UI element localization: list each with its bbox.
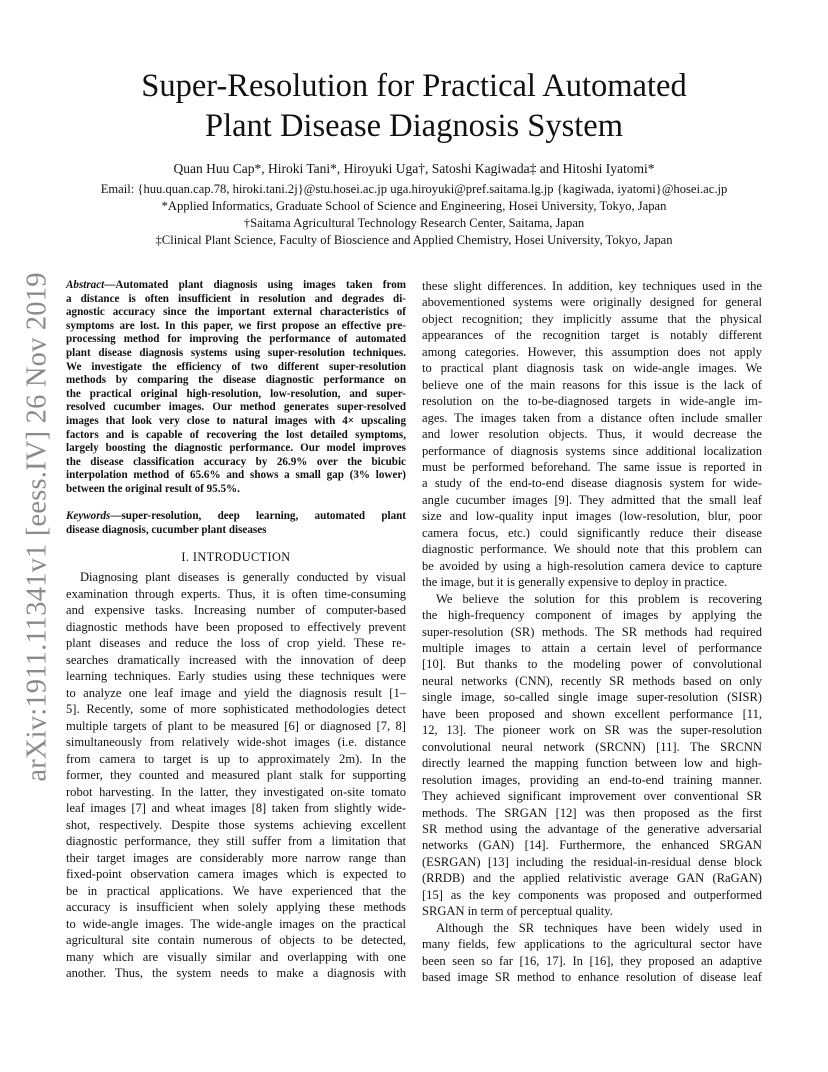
abstract-line: a distance is often insufficient in resolution and degrades di- [66, 292, 406, 305]
body-line: former, they counted and measured plant stalk for supporting [66, 768, 406, 782]
title-line: Super-Resolution for Practical Automated [141, 68, 687, 104]
body-line: ages. The images taken from a distance often include smaller [422, 410, 762, 425]
section-heading-introduction: I. INTRODUCTION [181, 550, 291, 564]
abstract [66, 279, 406, 497]
body-line: multiple images to attain a certain level of performance [422, 640, 762, 655]
abstract-line: methods by comparing the disease diagnostic performance on [66, 374, 406, 387]
body-line: directly learned the mapping function between low and high- [422, 756, 762, 771]
body-line: simultaneously from relatively wide-shot images (i.e. distance [66, 735, 406, 749]
author-emails: Email: {huu.quan.cap.78, hiroki.tani.2j}@stu.hosei.ac.jp uga.hiroyuki@pref.saitama.lg.jp {kagiwada, iyatomi}@hosei.ac.jp [100, 182, 728, 196]
body-line: object recognition; they implicitly assume that the physical [422, 311, 762, 326]
body-line: [10]. But thanks to the modeling power of convolutional [422, 657, 762, 672]
abstract-line: interpolation method of 65.6% and shows a small gap (3% lower) [66, 469, 406, 482]
arxiv-identifier-stamp [14, 262, 62, 792]
body-line: been seen so far [16, 17]. In [16], they proposed an adaptive [422, 953, 762, 968]
abstract-line: the disease classification accuracy by 26.9% over the bicubic [66, 455, 406, 468]
body-line: learning techniques. Early studies using these techniques were [66, 669, 406, 683]
body-line: Diagnosing plant diseases is generally conducted by visual [80, 570, 406, 584]
body-line: diagnostic performance. We should note that this problem can [422, 542, 762, 557]
body-line: 5]. Recently, some of more sophisticated methodologies detect [66, 702, 406, 716]
body-line: to practical plant diagnosis task on wide-angle images. We [422, 361, 762, 376]
body-line: fixed-point observation camera images which is expected to [66, 867, 406, 881]
body-line: networks (GAN) [14]. Furthermore, the enhanced SRGAN [422, 838, 762, 853]
body-line: resolution on the to-be-diagnosed targets in wide-angle im- [422, 394, 762, 409]
body-line: abovementioned systems were originally designed for general [422, 295, 762, 310]
body-line: another. Thus, the system needs to make a diagnosis with [66, 966, 406, 980]
body-line: performance of diagnosis systems since additional localization [422, 443, 762, 458]
affiliation-saitama: †Saitama Agricultural Technology Research Center, Saitama, Japan [243, 216, 585, 230]
abstract-line: between the original result of 95.5%. [66, 482, 240, 495]
affiliation-hosei-informatics: *Applied Informatics, Graduate School of Science and Engineering, Hosei University, Tokyo, Japan [161, 199, 667, 213]
introduction-left-column [66, 569, 406, 982]
abstract-line: agnostic accuracy since the important external characteristics of [66, 306, 406, 319]
body-line: angle cucumber images [9]. They admitted that the small leaf [422, 492, 762, 507]
body-line: accuracy is insufficient when solely applying these methods [66, 900, 406, 914]
body-line: resolution images, providing an end-to-end training manner. [422, 772, 762, 787]
body-line: methods. The SRGAN [12] was then proposed as the first [422, 805, 762, 820]
body-line: robot harvesting. In the latter, they investigated on-site tomato [66, 784, 406, 799]
body-line: from camera to target is up to approximately 2m). In the [66, 751, 406, 766]
body-line: agricultural site contain numerous of objects to be detected, [66, 933, 406, 947]
body-line: They achieved significant improvement over conventional SR [422, 789, 762, 804]
body-line: leaf images [7] and wheat images [8] taken from slightly wide- [66, 801, 406, 815]
abstract-line: We investigate the efficiency of two different super-resolution [66, 360, 406, 373]
body-line: size and low-quality input images (low-resolution, blur, poor [422, 509, 762, 524]
introduction-right-column [422, 278, 762, 985]
abstract-line: symptoms are lost. In this paper, we first propose an effective pre- [66, 319, 406, 332]
paper-title [80, 66, 748, 146]
abstract-line: processing method for improving the performance of automated [66, 333, 406, 346]
abstract-line: the practical original high-resolution, low-resolution, and super- [66, 387, 406, 400]
body-line: (ESRGAN) [13] including the residual-in-residual dense block [422, 854, 762, 869]
title-line: Plant Disease Diagnosis System [205, 108, 623, 144]
body-line: and expensive tasks. Increasing number of computer-based [66, 603, 406, 617]
body-line: many which are visually similar and overlapping with one [66, 949, 406, 964]
body-line: diagnostic methods have been proposed to effectively prevent [66, 619, 406, 634]
body-line: their target images are considerably more narrow range than [66, 850, 406, 865]
body-line: and lower resolution objects. Thus, it would decrease the [422, 427, 762, 442]
body-line: a study of the end-to-end disease diagnosis system for wide- [422, 476, 762, 491]
abstract-line: images that look very close to natural images with 4× upscaling [66, 414, 406, 427]
body-line: the image, but it is generally expensive to deploy in practice. [422, 575, 728, 590]
arxiv-stamp-text: arXiv:1911.11341v1 [eess.IV] 26 Nov 2019 [22, 272, 53, 782]
body-line: diagnostic performance, they still suffer from a limitation that [66, 834, 406, 848]
abstract-line: factors and is capable of recovering the lost detailed symptoms, [66, 428, 406, 441]
body-line: SRGAN in term of perceptual quality. [422, 904, 613, 919]
keywords-line-text: —super-resolution, deep learning, automated plant [110, 510, 406, 522]
body-line: to wide-angle images. The wide-angle images on the practical [66, 916, 406, 931]
body-line: shot, respectively. Despite those systems achieving excellent [66, 817, 406, 832]
body-line: the high-frequency component of images by applying the [422, 608, 762, 623]
keywords-line [66, 510, 406, 524]
body-line: super-resolution (SR) methods. The SR methods had required [422, 624, 762, 639]
body-line: plant diseases and reduce the loss of crop yield. These re- [66, 636, 406, 650]
index-terms [66, 510, 406, 537]
body-line: convolutional neural network (SRCNN) [11]. The SRCNN [422, 739, 762, 754]
body-line: believe one of the main reasons for this issue is the lack of [422, 377, 762, 392]
author-list: Quan Huu Cap*, Hiroki Tani*, Hiroyuki Uga†, Satoshi Kagiwada‡ and Hitoshi Iyatomi* [173, 161, 655, 176]
body-line: SR method using the advantage of the generative adversarial [422, 821, 762, 836]
body-line: Although the SR techniques have been widely used in [436, 920, 762, 935]
body-line: based image SR method to enhance resolution of disease leaf [422, 970, 762, 985]
body-line: among categories. However, this assumption does not apply [422, 344, 762, 359]
keywords-label: Keywords [66, 510, 111, 522]
body-line: must be performed beforehand. The same issue is reported in [422, 459, 762, 474]
body-line: searches dramatically increased with the innovation of deep [66, 652, 406, 667]
body-line: camera focus, etc.) could significantly reduce their disease [422, 525, 762, 540]
body-line: be in practical applications. We have experienced that the [66, 883, 406, 898]
abstract-line [66, 279, 406, 293]
body-line: neural networks (CNN), recently SR methods based on only [422, 673, 762, 688]
body-line: these slight differences. In addition, key techniques used in the [422, 279, 762, 293]
body-line: 12, 13]. The pioneer work on SR was the super-resolution [422, 723, 762, 738]
body-line: to analyze one leaf image and yield the diagnosis result [1– [66, 685, 406, 700]
abstract-line-text: —Automated plant diagnosis using images taken from [104, 279, 406, 291]
body-line: We believe the solution for this problem is recovering [436, 591, 762, 606]
body-line: (RRDB) and the applied relativistic average GAN (RaGAN) [422, 871, 762, 886]
abstract-label: Abstract [66, 279, 105, 291]
body-line: examination through experts. Thus, it is often time-consuming [66, 586, 406, 601]
body-line: appearances of the recognition target is notably different [422, 328, 762, 343]
affiliation-hosei-bioscience: ‡Clinical Plant Science, Faculty of Bioscience and Applied Chemistry, Hosei University, Tokyo, Japan [155, 233, 673, 247]
body-line: many fields, few applications to the agricultural sector have [422, 937, 762, 952]
keywords-line: disease diagnosis, cucumber plant diseases [66, 523, 267, 536]
body-line: single image, so-called single image super-resolution (SISR) [422, 690, 762, 705]
body-line: multiple targets of plant to be measured [6] or diagnosed [7, 8] [66, 718, 406, 733]
abstract-line: largely boosting the diagnostic performance. Our model improves [66, 442, 406, 455]
body-line: [15] as the key components was proposed and outperformed [422, 887, 762, 902]
body-line: be avoided by using a high-resolution camera device to capture [422, 558, 762, 573]
abstract-line: plant disease diagnosis systems using super-resolution techniques. [66, 346, 406, 359]
abstract-line: resolved cucumber images. Our method generates super-resolved [66, 401, 406, 414]
body-line: have been proposed and shown excellent performance [11, [422, 706, 762, 721]
